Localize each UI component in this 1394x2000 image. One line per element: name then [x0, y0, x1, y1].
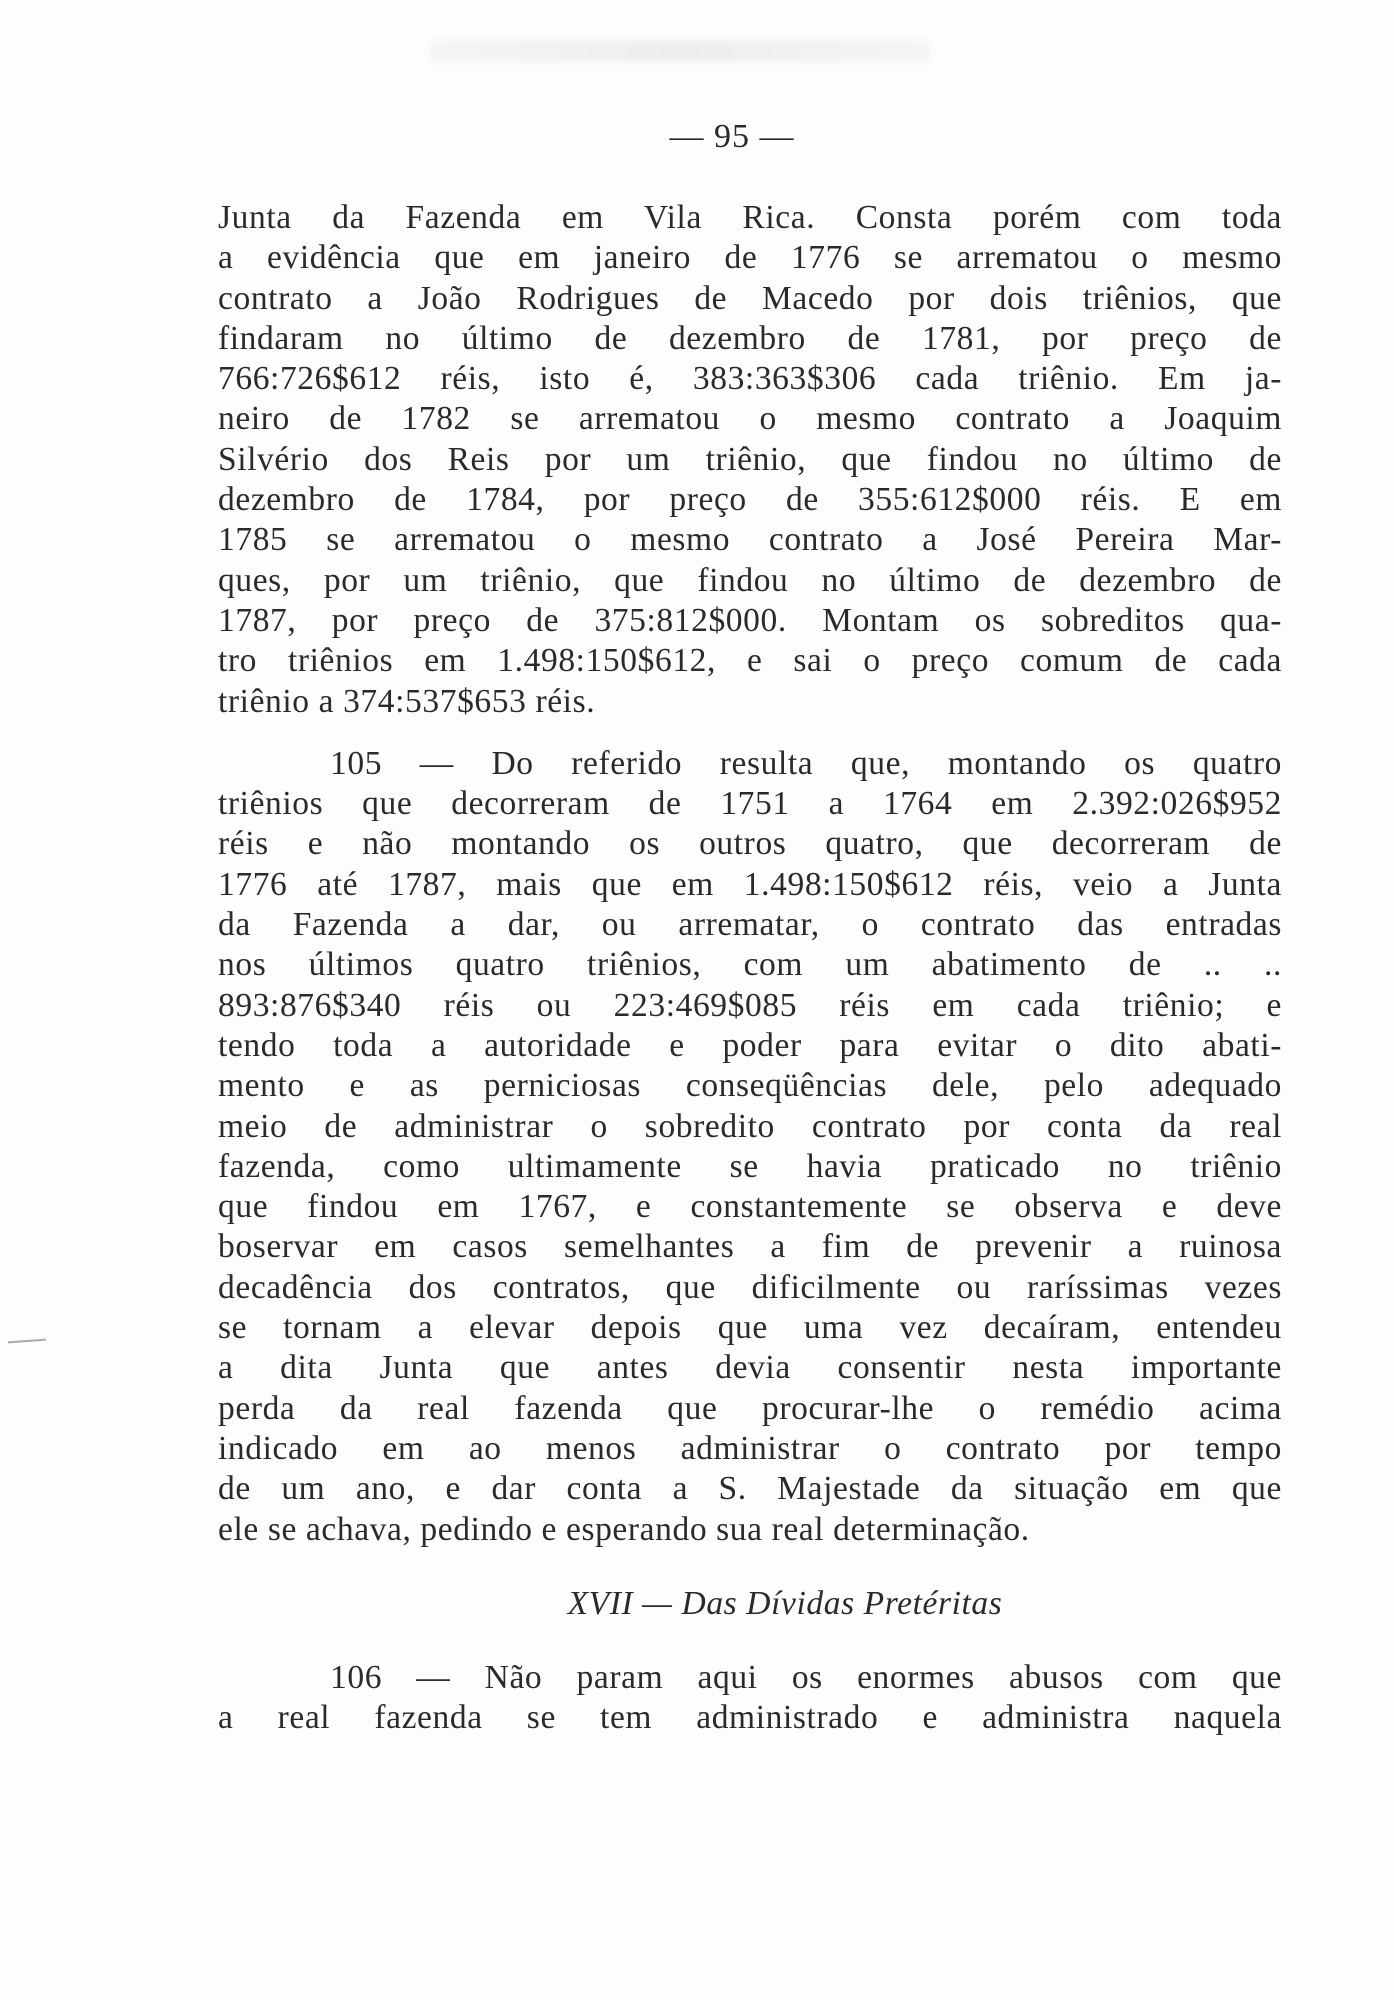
page-number: — 95 — — [669, 118, 795, 155]
text-line: Junta da Fazenda em Vila Rica. Consta porém com toda — [218, 199, 1282, 236]
text-line: triênio a 374:537$653 réis. — [218, 682, 596, 720]
text-line: fazenda, como ultimamente se havia praticado no triênio — [218, 1147, 1282, 1185]
text-line: dezembro de 1784, por preço de 355:612$000 réis. E em — [218, 481, 1282, 519]
margin-pencil-mark — [8, 1339, 46, 1344]
text-line: 893:876$340 réis ou 223:469$085 réis em cada triênio; e — [218, 986, 1282, 1024]
text-line: Silvério dos Reis por um triênio, que findou no último de — [218, 440, 1282, 478]
text-line: perda da real fazenda que procurar-lhe o remédio acima — [218, 1389, 1282, 1427]
text-line: 1776 até 1787, mais que em 1.498:150$612 réis, veio a Junta — [218, 865, 1282, 903]
text-column — [218, 198, 1282, 1738]
text-line: nos últimos quatro triênios, com um abatimento de .. .. — [218, 946, 1282, 984]
text-line: indicado em ao menos administrar o contrato por tempo — [218, 1429, 1282, 1467]
text-line: 1785 se arrematou o mesmo contrato a José Pereira Mar- — [218, 521, 1282, 559]
text-line: da Fazenda a dar, ou arrematar, o contrato das entradas — [218, 906, 1282, 944]
text-line: 105 — Do referido resulta que, montando os quatro — [330, 744, 1282, 782]
text-line: 1787, por preço de 375:812$000. Montam os sobreditos qua- — [218, 601, 1282, 639]
paragraph-continued — [218, 198, 1282, 722]
text-line: se tornam a elevar depois que uma vez decaíram, entendeu — [218, 1309, 1282, 1347]
text-line: findaram no último de dezembro de 1781, por preço de — [218, 319, 1282, 357]
text-line: tendo toda a autoridade e poder para evitar o dito abati- — [218, 1026, 1282, 1064]
show-through-bleed — [430, 40, 930, 62]
text-line: de um ano, e dar conta a S. Majestade da situação em que — [218, 1470, 1282, 1508]
text-line: a evidência que em janeiro de 1776 se arrematou o mesmo — [218, 239, 1282, 277]
section-heading: XVII — Das Dívidas Pretéritas — [567, 1584, 1003, 1622]
text-line: boservar em casos semelhantes a fim de prevenir a ruinosa — [218, 1228, 1282, 1266]
text-line: neiro de 1782 se arrematou o mesmo contrato a Joaquim — [218, 400, 1282, 438]
text-line: mento e as perniciosas conseqüências dele, pelo adequado — [218, 1067, 1282, 1105]
paragraph-gap — [218, 722, 1282, 744]
paragraph-106 — [218, 1658, 1282, 1739]
text-line: 106 — Não param aqui os enormes abusos com que — [330, 1658, 1282, 1696]
text-line: 766:726$612 réis, isto é, 383:363$306 cada triênio. Em ja- — [218, 360, 1282, 398]
text-line: ele se achava, pedindo e esperando sua real determinação. — [218, 1510, 1030, 1548]
text-line: a dita Junta que antes devia consentir nesta importante — [218, 1349, 1282, 1387]
text-line: contrato a João Rodrigues de Macedo por dois triênios, que — [218, 279, 1282, 317]
text-line: tro triênios em 1.498:150$612, e sai o preço comum de cada — [218, 642, 1282, 680]
text-line: decadência dos contratos, que dificilmente ou raríssimas vezes — [218, 1268, 1282, 1306]
text-line: ques, por um triênio, que findou no último de dezembro de — [218, 561, 1282, 599]
text-line: réis e não montando os outros quatro, que decorreram de — [218, 825, 1282, 863]
paragraph-105 — [218, 744, 1282, 1550]
text-line: meio de administrar o sobredito contrato por conta da real — [218, 1107, 1282, 1145]
text-line: que findou em 1767, e constantemente se observa e deve — [218, 1188, 1282, 1226]
text-line: a real fazenda se tem administrado e administra naquela — [218, 1699, 1282, 1737]
text-line: triênios que decorreram de 1751 a 1764 em 2.392:026$952 — [218, 785, 1282, 823]
